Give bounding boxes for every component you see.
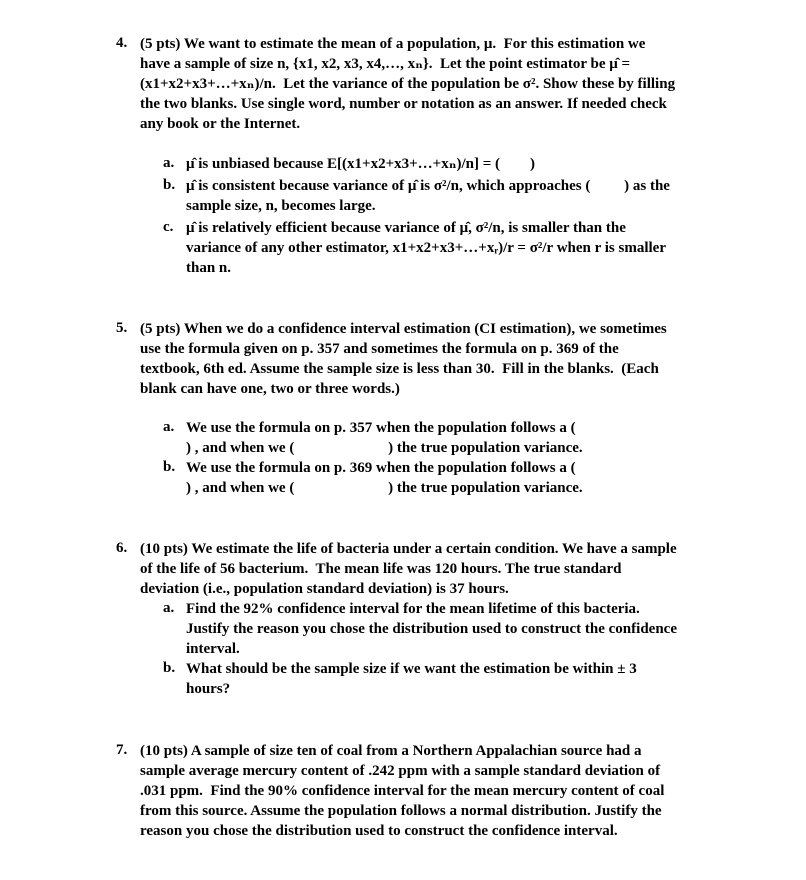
question-text-line: deviation (i.e., population standard deviation) is 37 hours. — [140, 581, 509, 597]
part-label: a. — [163, 155, 175, 171]
part-label: a. — [163, 600, 175, 616]
part-text-line: hours? — [186, 681, 231, 697]
part-text-line: μ̂ is relatively efficient because variance of μ̂, σ²/n, is smaller than the — [186, 220, 626, 236]
part-text-line: Find the 92% confidence interval for the mean lifetime of this bacteria. — [186, 601, 640, 617]
part-label: c. — [163, 219, 174, 235]
question-number: 4. — [116, 35, 128, 51]
part-text-line: μ̂ is unbiased because E[(x1+x2+x3+…+xₙ)/n] = ( ) — [186, 156, 536, 172]
part-text-line: sample size, n, becomes large. — [186, 198, 376, 214]
question-text-line: (10 pts) We estimate the life of bacteria under a certain condition. We have a sample — [140, 541, 677, 557]
question-number: 7. — [116, 742, 128, 758]
question-text-line: (x1+x2+x3+…+xₙ)/n. Let the variance of the population be σ². Show these by filling — [140, 76, 676, 92]
question-number: 5. — [116, 320, 128, 336]
question-text-line: blank can have one, two or three words.) — [140, 381, 400, 397]
question-text-line: any book or the Internet. — [140, 116, 301, 132]
part-label: b. — [163, 177, 176, 193]
part-text-line: interval. — [186, 641, 240, 657]
question-text-line: reason you chose the distribution used to construct the confidence interval. — [140, 823, 618, 839]
part-text-line: What should be the sample size if we want the estimation be within ± 3 — [186, 661, 637, 677]
question-text-line: use the formula given on p. 357 and sometimes the formula on p. 369 of the — [140, 341, 619, 357]
question-text-line: of the life of 56 bacterium. The mean life was 120 hours. The true standard — [140, 561, 622, 577]
part-text-line: variance of any other estimator, x1+x2+x3+…+xᵣ)/r = σ²/r when r is smaller — [186, 240, 666, 256]
question-text-line: from this source. Assume the population follows a normal distribution. Justify the — [140, 803, 662, 819]
part-text-line: ) , and when we ( ) the true population variance. — [186, 480, 583, 496]
question-text-line: (10 pts) A sample of size ten of coal from a Northern Appalachian source had a — [140, 743, 642, 759]
question-text-line: the two blanks. Use single word, number or notation as an answer. If needed check — [140, 96, 667, 112]
part-text-line: μ̂ is consistent because variance of μ̂ is σ²/n, which approaches ( ) as the — [186, 178, 670, 194]
question-text-line: .031 ppm. Find the 90% confidence interval for the mean mercury content of coal — [140, 783, 665, 799]
question-number: 6. — [116, 540, 128, 556]
part-text-line: than n. — [186, 260, 232, 276]
part-label: b. — [163, 660, 176, 676]
part-text-line: ) , and when we ( ) the true population variance. — [186, 440, 583, 456]
part-text-line: Justify the reason you chose the distribution used to construct the confidence — [186, 621, 677, 637]
question-text-line: sample average mercury content of .242 ppm with a sample standard deviation of — [140, 763, 661, 779]
question-text-line: (5 pts) When we do a confidence interval estimation (CI estimation), we sometimes — [140, 321, 667, 337]
part-label: a. — [163, 419, 175, 435]
part-text-line: We use the formula on p. 357 when the population follows a ( — [186, 420, 576, 436]
question-text-line: textbook, 6th ed. Assume the sample size is less than 30. Fill in the blanks. (Each — [140, 361, 659, 377]
part-text-line: We use the formula on p. 369 when the population follows a ( — [186, 460, 576, 476]
question-text-line: have a sample of size n, {x1, x2, x3, x4,…, xₙ}. Let the point estimator be μ̂ = — [140, 56, 631, 72]
part-label: b. — [163, 459, 176, 475]
question-text-line: (5 pts) We want to estimate the mean of a population, μ. For this estimation we — [140, 36, 646, 52]
